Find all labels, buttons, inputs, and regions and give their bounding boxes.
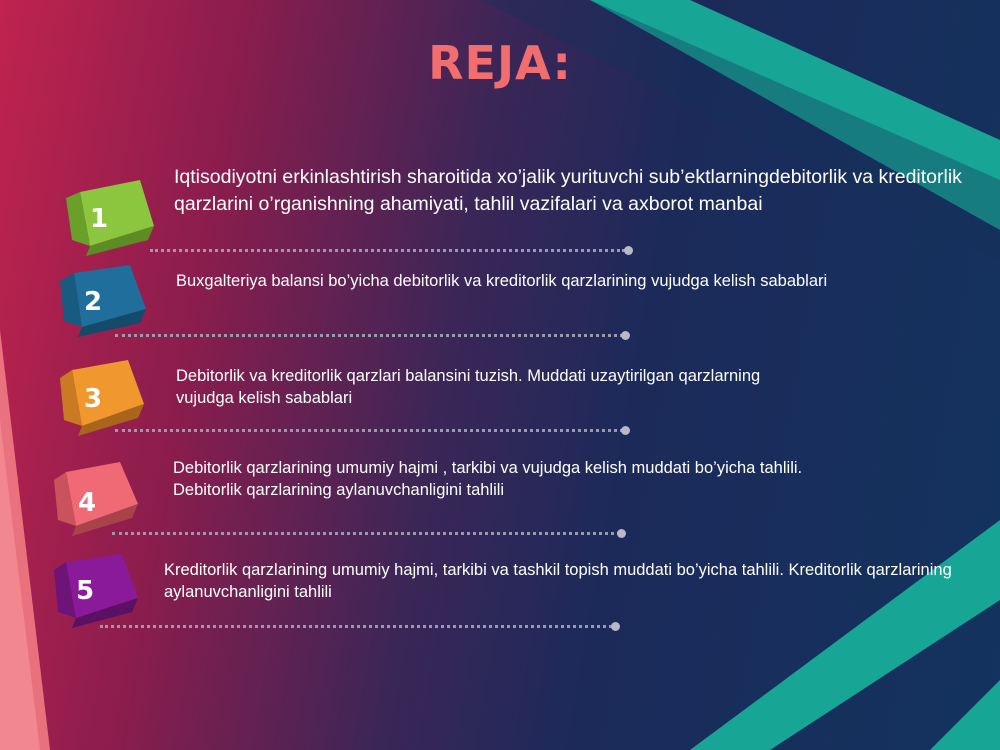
- teal-stripe-bottom-2: [930, 680, 1000, 750]
- item-text-1: Iqtisodiyotni erkinlashtirish sharoitida xo’jalik yurituvchi sub’ektlarningdebitorlik va kreditorlik qarzlarini o’rganishning ahamiyati, tahlil vazifalari va axborot manbai: [174, 166, 962, 215]
- cube-shape-icon: [66, 180, 156, 260]
- item-number-5: 5: [76, 576, 95, 606]
- divider-end-dot-1: [624, 246, 633, 255]
- pink-stripe-left-2: [0, 420, 40, 750]
- item-number-3: 3: [84, 384, 103, 414]
- item-number-2: 2: [84, 287, 103, 317]
- number-cube-4: [54, 462, 134, 542]
- number-cube-5: [54, 554, 134, 634]
- divider-end-dot-4: [617, 529, 626, 538]
- item-number-1: 1: [90, 204, 109, 234]
- number-cube-3: [60, 360, 140, 440]
- item-text-4: Debitorlik qarzlarining umumiy hajmi , tarkibi va vujudga kelish muddati bo’yicha tahlili. Debitorlik qarzlarining aylanuvchanligini tahlili: [173, 459, 803, 499]
- item-number-4: 4: [78, 488, 97, 518]
- dotted-divider-1: [150, 249, 625, 252]
- cube-shape-icon: [54, 462, 144, 542]
- cube-shape-icon: [60, 265, 150, 345]
- cube-shape-icon: [60, 360, 150, 440]
- dotted-divider-5: [100, 625, 612, 628]
- number-cube-2: [60, 265, 140, 345]
- item-text-5: Kreditorlik qarzlarining umumiy hajmi, tarkibi va tashkil topish muddati bo’yicha tahlili. Kreditorlik qarzlarining aylanuvchanligini tahlili: [164, 561, 952, 601]
- number-cube-1: [66, 180, 146, 260]
- item-text-2: Buxgalteriya balansi bo’yicha debitorlik va kreditorlik qarzlarining vujudga kelish sabablari: [176, 272, 828, 290]
- slide-title: REJA:: [428, 36, 572, 90]
- divider-end-dot-5: [611, 622, 620, 631]
- divider-end-dot-2: [621, 331, 630, 340]
- divider-end-dot-3: [621, 426, 630, 435]
- dotted-divider-3: [115, 429, 623, 432]
- item-text-3: Debitorlik va kreditorlik qarzlari balansini tuzish. Muddati uzaytirilgan qarzlarning vujudga kelish sabablari: [176, 367, 761, 407]
- dotted-divider-4: [112, 532, 620, 535]
- cube-shape-icon: [54, 554, 144, 634]
- dotted-divider-2: [115, 334, 623, 337]
- teal-stripe-bottom: [690, 520, 1000, 750]
